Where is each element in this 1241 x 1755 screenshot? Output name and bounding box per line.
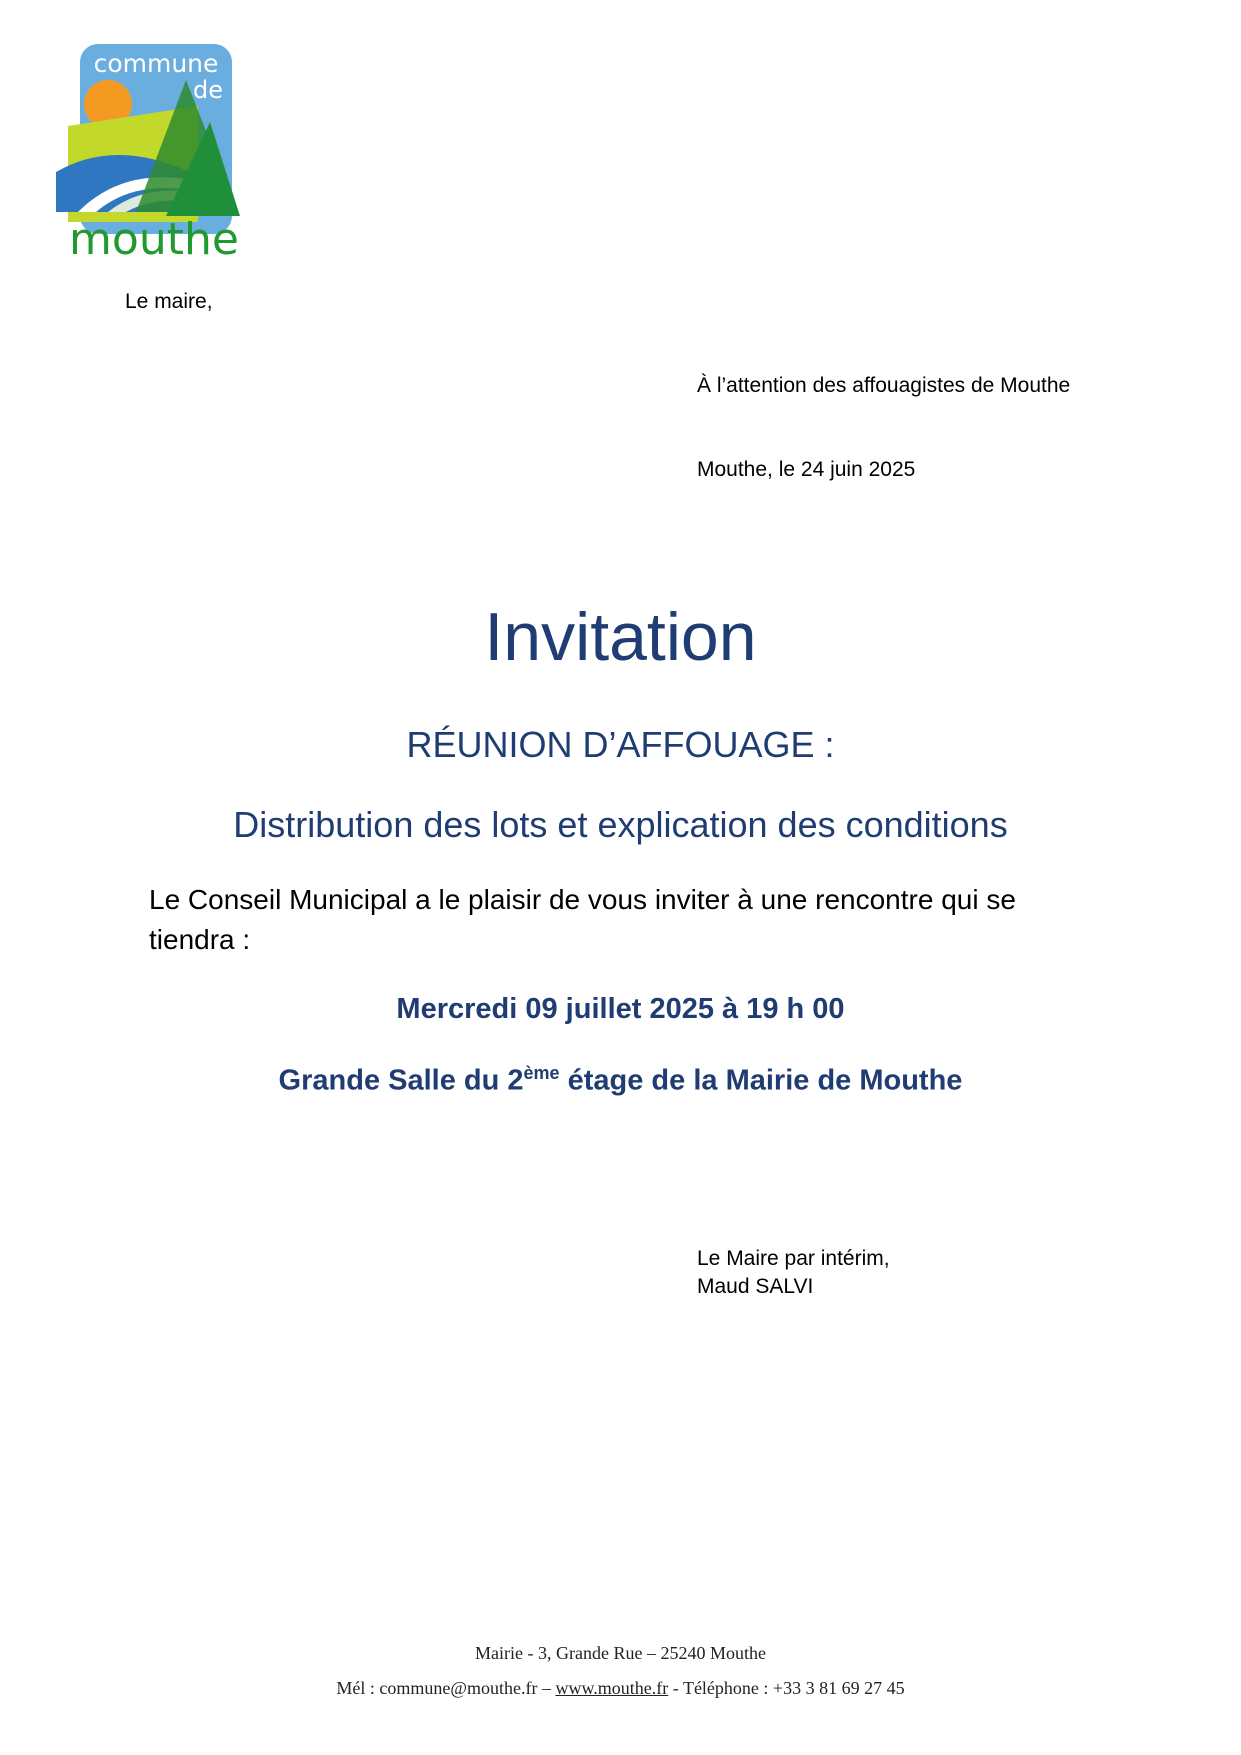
footer-website-link[interactable]: www.mouthe.fr (555, 1678, 669, 1698)
letter-date: Mouthe, le 24 juin 2025 (697, 458, 916, 481)
signature-role: Le Maire par intérim, (697, 1247, 890, 1270)
logo-word-mouthe: mouthe (69, 214, 239, 265)
signature-block (697, 1245, 890, 1301)
invitation-paragraph: Le Conseil Municipal a le plaisir de vous inviter à une rencontre qui se tiendra : (149, 884, 1016, 955)
meeting-description: Distribution des lots et explication des conditions (233, 804, 1008, 845)
meeting-datetime: Mercredi 09 juillet 2025 à 19 h 00 (396, 993, 845, 1025)
footer-contact (0, 1678, 1241, 1699)
meeting-subject: RÉUNION D’AFFOUAGE : (406, 724, 835, 765)
footer-phone: - Téléphone : +33 3 81 69 27 45 (668, 1678, 905, 1698)
meeting-location (0, 1063, 1241, 1098)
commune-logo (48, 44, 298, 294)
sender-title: Le maire, (125, 290, 213, 313)
footer-email: Mél : commune@mouthe.fr – (336, 1678, 556, 1698)
location-superscript: ème (523, 1063, 560, 1083)
location-part-1: Grande Salle du 2 (278, 1064, 524, 1097)
signature-name: Maud SALVI (697, 1275, 814, 1298)
location-part-2: étage de la Mairie de Mouthe (559, 1064, 963, 1097)
logo-word-de: de (193, 76, 223, 104)
recipient-line: À l’attention des affouagistes de Mouthe (697, 374, 1071, 397)
document-title: Invitation (484, 599, 757, 675)
footer-address: Mairie - 3, Grande Rue – 25240 Mouthe (475, 1643, 766, 1663)
logo-word-commune: commune (93, 49, 219, 78)
